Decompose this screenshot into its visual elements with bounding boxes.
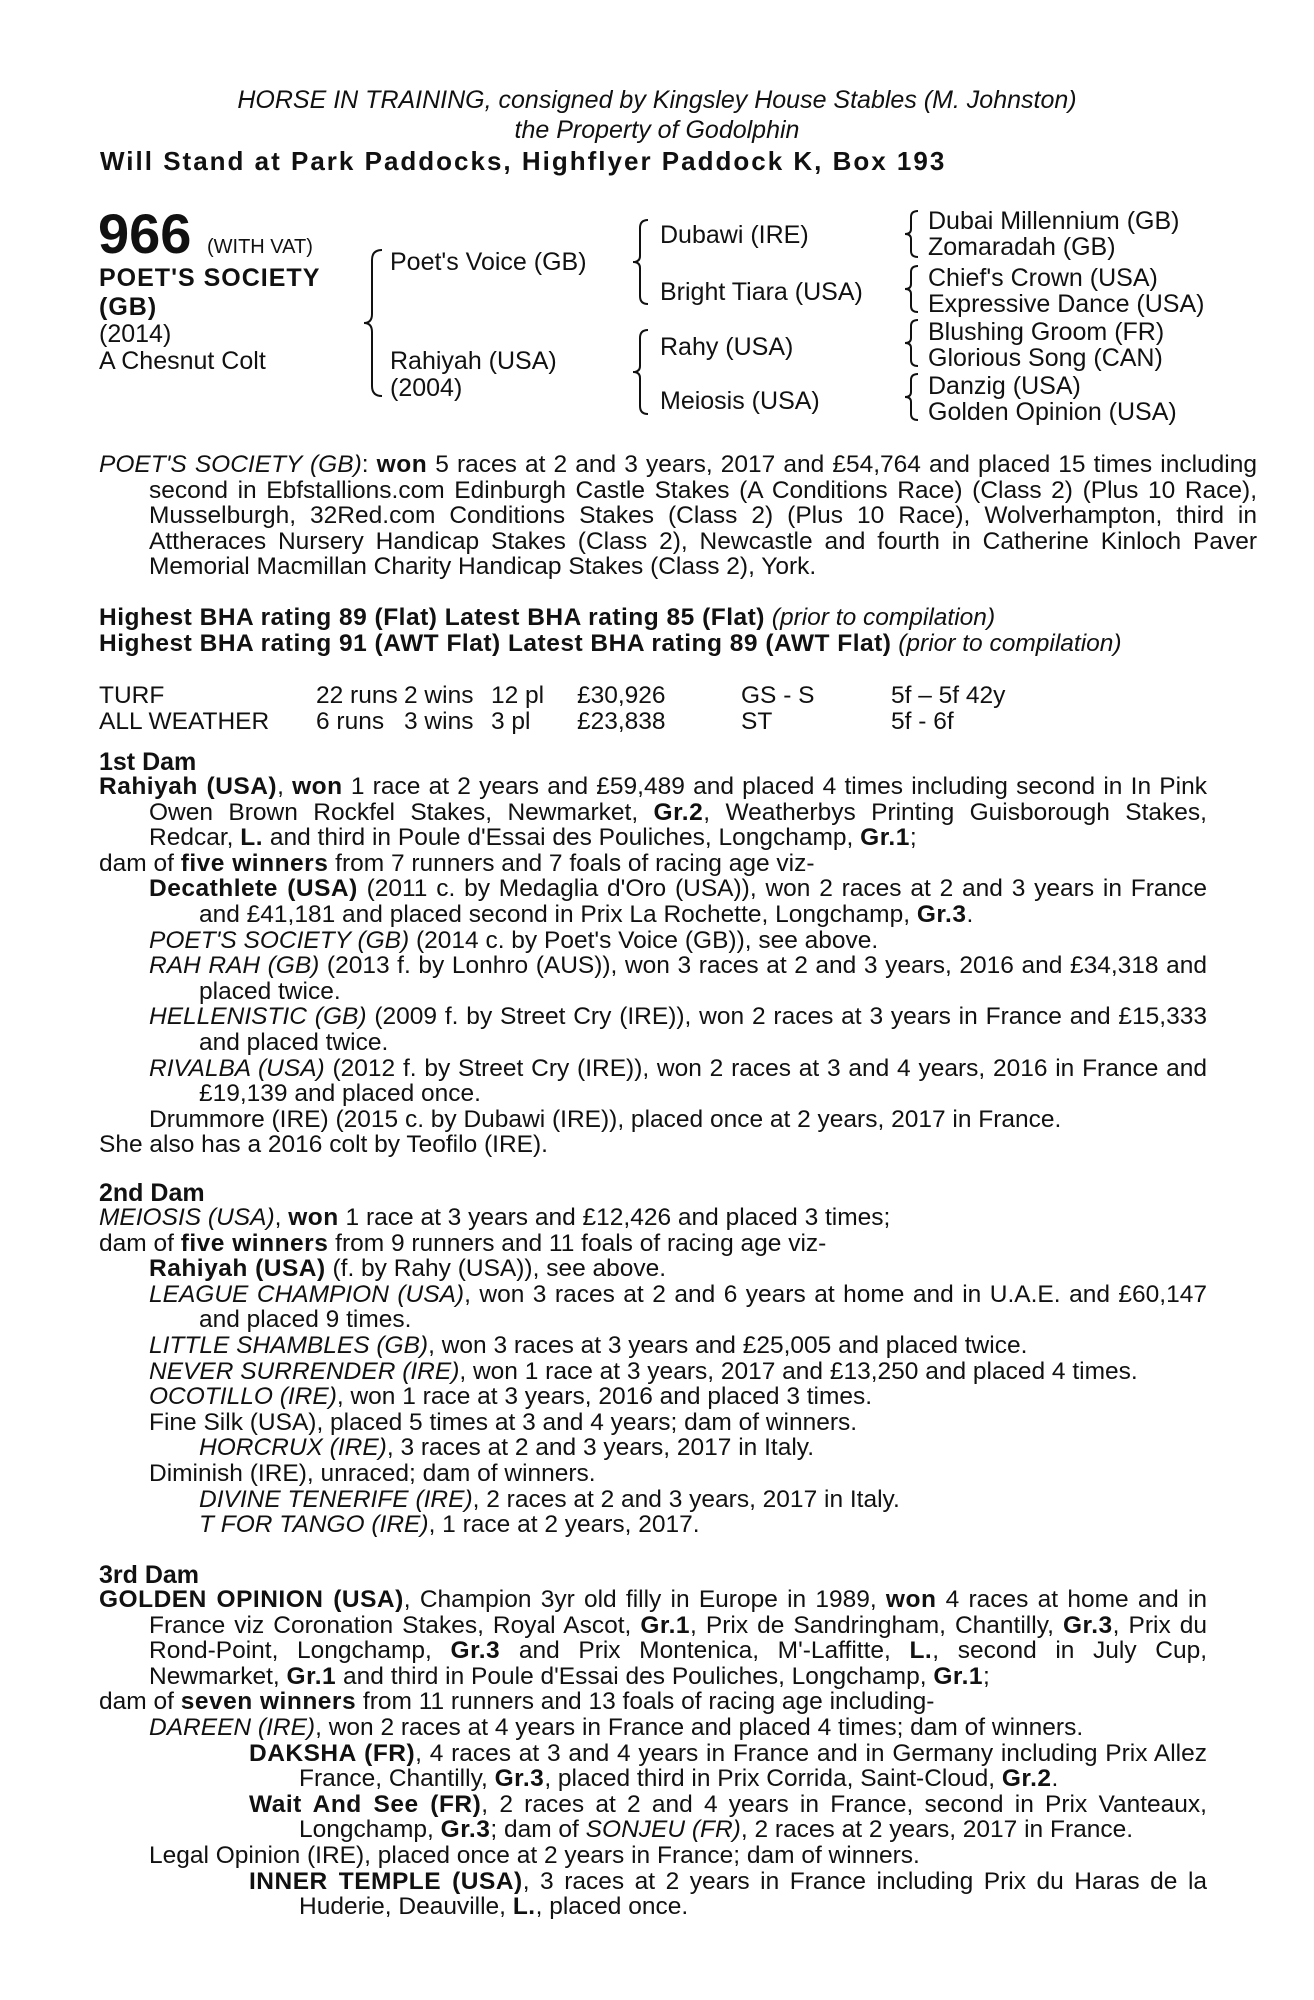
dam2-produce-7b [99,1512,1207,1538]
dam2-p3-name: LITTLE SHAMBLES (GB) [149,1331,429,1359]
dam3-gr3a: Gr.3 [1062,1611,1113,1639]
gen3-3: Chief's Crown (USA) [928,264,1158,292]
dam1-p1-end: . [966,900,974,928]
dam2-dam-of-bold: five winners [180,1229,329,1257]
dam2-p7a-text: , 2 races at 2 and 3 years, 2017 in Italy. [472,1485,900,1513]
gen3-8: Golden Opinion (USA) [928,398,1177,426]
dam3-text-b: 4 races at home and in France viz Coronation Stakes, Royal Ascot, [149,1586,1208,1639]
dam3-section [99,1587,1207,1920]
dam2-p7a-name: DIVINE TENERIFE (IRE) [199,1485,473,1513]
dam1-name: Rahiyah (USA) [99,773,278,800]
dam1-p3-text: (2013 f. by Lonhro (AUS)), won 3 races at 2 and 3 years, 2016 and £34,318 and placed twice. [199,952,1207,1005]
ratings-flat-note: (prior to compilation) [771,604,996,631]
lot-number-value: 966 [98,202,192,265]
dam1-produce-2 [99,928,1207,954]
dam2-p5-text: , won 1 race at 3 years, 2016 and placed 3 times. [336,1383,873,1411]
summary-text: 5 races at 2 and 3 years, 2017 and £54,764 and placed 15 times including second in Ebfstallions.com Edinburgh Castle Stakes (A Conditions Race) (Class 2) (Plus 10 Race), Musselburgh, 32Red.com Conditions Stakes (Class 2) (Plus 10 Race), Wolverhampton, third in Attheraces Nursery Handicap Stakes (Class 2), Newcastle and fourth in Catherine Kinloch Paver Memorial Macmillan Charity Handicap Stakes (Class 2), York. [149,451,1257,581]
dam2-p7b-name: T FOR TANGO (IRE) [199,1511,429,1539]
vat-label: (WITH VAT) [207,236,313,258]
dam2-heading: 2nd Dam [99,1179,205,1207]
dam2-produce-4 [99,1359,1207,1385]
dam3-text-e: and Prix Montenica, M'-Laffitte, [500,1637,910,1665]
dam3-p2a-text: , 3 races at 2 years in France including Prix du Haras de la Huderie, Deauville, [299,1867,1208,1921]
pedigree-brace-g2 [902,264,922,314]
dam3-text-h: ; [983,1662,990,1690]
gen3-6: Glorious Song (CAN) [928,344,1163,372]
dam2-p1-text: (f. by Rahy (USA)), see above. [325,1255,667,1283]
record-prize: £30,926 [577,682,666,709]
pedigree-brace-dam [630,328,652,416]
dam3-p1b-gr: Gr.3 [440,1816,491,1844]
dam1-produce-3 [99,953,1207,1004]
dam3-dam-of-a: dam of [99,1688,181,1716]
gen3-1: Dubai Millennium (GB) [928,207,1180,235]
dam1-gr2: Gr.2 [653,798,704,826]
race-summary: POET'S SOCIETY (GB): won 5 races at 2 and 3 years, 2017 and £54,764 and placed 15 times including second in Ebfstallions.com Edinburgh Castle Stakes (A Conditions Race) (Class 2) (Plus 10 Race), Musselburgh, 32Red.com Conditions Stakes (Class 2) (Plus 10 Race), Wolverhampton, third in Attheraces Nursery Handicap Stakes (Class 2), Newcastle and fourth in Catherine Kinloch Paver Memorial Macmillan Charity Handicap Stakes (Class 2), York. [99,451,1257,581]
gen3-7: Danzig (USA) [928,372,1081,400]
dam2-produce-5 [99,1384,1207,1410]
dam1-gr1: Gr.1 [860,824,910,852]
record-runs: 22 runs [316,682,398,709]
dam-dam: Meiosis (USA) [660,387,820,415]
dam1-text-d: ; [909,824,917,852]
dam2-text: 1 race at 3 years and £12,426 and placed 3 times; [338,1204,891,1231]
record-wins: 3 wins [404,708,474,735]
dam1-text-a: 1 race at 2 years and £59,489 and placed 4 times including second in In Pink Owen Brown Rockfel Stakes, Newmarket, [149,773,1207,826]
record-surface: ALL WEATHER [99,708,270,735]
horse-name-line2: (GB) [99,293,158,321]
dam3-name: GOLDEN OPINION (USA) [99,1586,404,1613]
dam1-p1-gr: Gr.3 [916,900,967,928]
dam2-p3-text: , won 3 races at 3 years and £25,005 and placed twice. [428,1331,1028,1359]
dam1-won: won [292,773,343,800]
dam3-p1-name: DAREEN (IRE) [149,1713,316,1741]
dam3-p1a-name: DAKSHA (FR) [249,1739,416,1767]
gen3-2: Zomaradah (GB) [928,233,1116,261]
dam3-produce-2: Legal Opinion (IRE), placed once at 2 years in France; dam of winners. [149,1841,920,1869]
dam2-produce-6: Fine Silk (USA), placed 5 times at 3 and 4 years; dam of winners. [149,1408,858,1436]
sire-name: Poet's Voice (GB) [390,248,587,276]
dam3-dam-of-b: from 11 runners and 13 foals of racing age including- [356,1688,935,1716]
record-going: ST [741,708,773,735]
dam1-dam-of-bold: five winners [180,849,329,877]
dam3-p2a-end: , placed once. [535,1893,689,1921]
record-row-all-weather [99,709,1209,735]
record-placed: 12 pl [491,682,545,709]
dam3-produce-1b [99,1792,1207,1843]
dam1-dam-of [99,851,1207,877]
dam1-p1-text: (2011 c. by Medaglia d'Oro (USA)), won 2 races at 2 and 3 years in France and £41,181 and placed second in Prix La Rochette, Longchamp, [199,875,1208,928]
gen3-5: Blushing Groom (FR) [928,318,1165,346]
summary-won: won [376,451,428,478]
dam2-dam-of-b: from 9 runners and 11 foals of racing age viz- [328,1229,827,1257]
ratings-awt-bold: Highest BHA rating 91 (AWT Flat) Latest BHA rating 89 (AWT Flat) [99,630,892,657]
dam2-produce-1 [99,1256,1207,1282]
race-record-table [99,683,1209,735]
record-wins: 2 wins [404,682,474,709]
property-line: the Property of Godolphin [514,116,800,144]
dam2-p2-name: LEAGUE CHAMPION (USA) [149,1280,465,1308]
horse-description: A Chesnut Colt [99,347,266,375]
dam3-p1a-end: . [1051,1765,1059,1793]
dam2-produce-3 [99,1333,1207,1359]
dam3-text-c: , Prix de Sandringham, Chantilly, [690,1611,1063,1639]
dam1-dam-of-b: from 7 runners and 7 foals of racing age viz- [328,849,815,877]
dam2-p4-text: , won 1 race at 3 years, 2017 and £13,250 and placed 4 times. [459,1357,1138,1385]
dam3-text-a: , Champion 3yr old filly in Europe in 1989, [403,1586,886,1613]
dam-sire: Rahy (USA) [660,333,794,361]
dam3-gr1b: Gr.1 [286,1662,337,1690]
dam3-heading: 3rd Dam [99,1561,200,1589]
ratings-awt-note: (prior to compilation) [898,630,1122,657]
record-going: GS - S [741,682,815,709]
dam2-p1-name: Rahiyah (USA) [149,1255,326,1283]
dam3-listed: L. [909,1637,933,1665]
dam3-p1b-text2: ; dam of [490,1816,586,1844]
dam2-section [99,1205,1207,1538]
foaling-year: (2014) [99,320,172,348]
dam2-name: MEIOSIS (USA) [99,1204,275,1231]
horse-name [99,264,359,322]
dam3-p1a-gr: Gr.3 [494,1765,545,1793]
dam2-dam-of [99,1231,1207,1257]
dam3-p1b-text3: , 2 races at 2 years, 2017 in France. [740,1816,1134,1844]
dam3-p1a-text2: , placed third in Prix Corrida, Saint-Cloud, [544,1765,1002,1793]
pedigree-brace-g4 [902,372,922,422]
dam1-produce-4 [99,1004,1207,1055]
record-row-turf [99,683,1209,709]
dam3-text-g: and third in Poule d'Essai des Pouliches, Longchamp, [336,1662,934,1690]
dam1-p5-text: (2012 f. by Street Cry (IRE)), won 2 races at 3 and 4 years, 2016 in France and £19,139 and placed once. [199,1054,1208,1108]
pedigree-brace-g3 [902,318,922,368]
dam3-p2a-name: INNER TEMPLE (USA) [249,1867,523,1895]
dam3-p1b-name: Wait And See (FR) [249,1790,482,1818]
dam2-won: won [288,1204,339,1231]
sire-dam: Bright Tiara (USA) [660,278,863,306]
consignor-line: HORSE IN TRAINING, consigned by Kingsley House Stables (M. Johnston) [237,86,1077,114]
dam3-gr3b: Gr.3 [450,1637,501,1665]
dam1-p3-name: RAH RAH (GB) [149,952,320,980]
dam3-text-d: , Prix du Rond-Point, Longchamp, [149,1611,1207,1665]
dam1-record: Rahiyah (USA), won 1 race at 2 years and £59,489 and placed 4 times including second in In Pink Owen Brown Rockfel Stakes, Newmarket, Gr.2, Weatherbys Printing Guisborough Stakes, Redcar, L. and third in Poule d'Essai des Pouliches, Longchamp, Gr.1; [99,773,1207,852]
record-surface: TURF [99,682,165,709]
dam1-p1-name: Decathlete (USA) [149,875,358,903]
dam1-p2-text: (2014 c. by Poet's Voice (GB)), see above. [409,926,879,954]
dam3-gr1a: Gr.1 [640,1611,691,1639]
dam3-dam-of [99,1689,1207,1715]
dam1-p4-text: (2009 f. by Street Cry (IRE)), won 2 races at 3 years in France and £15,333 and placed twice. [199,1003,1207,1056]
dam1-produce-6: Drummore (IRE) (2015 c. by Dubawi (IRE)), placed once at 2 years, 2017 in France. [149,1105,1062,1133]
dam1-p5-name: RIVALBA (USA) [149,1054,325,1082]
dam2-p7b-text: , 1 race at 2 years, 2017. [428,1511,700,1539]
dam3-gr1c: Gr.1 [933,1662,984,1690]
dam2-produce-7a [99,1487,1207,1513]
dam3-p1b-text: , 2 races at 2 and 4 years in France, second in Prix Vanteaux, Longchamp, [299,1790,1207,1844]
dam2-produce-7: Diminish (IRE), unraced; dam of winners. [149,1459,596,1487]
dam1-dam-of-a: dam of [99,849,181,877]
dam3-p2a-listed: L. [512,1893,536,1921]
dam3-produce-2a [99,1869,1207,1920]
dam1-p2-name: POET'S SOCIETY (GB) [149,926,410,954]
dam2-dam-of-a: dam of [99,1229,181,1257]
record-runs: 6 runs [316,708,385,735]
dam3-won: won [885,1586,937,1613]
ratings-flat [99,605,1257,631]
sire-sire: Dubawi (IRE) [660,221,809,249]
dam3-text-f: , second in July Cup, Newmarket, [149,1637,1208,1690]
stand-line: Will Stand at Park Paddocks, Highflyer Paddock K, Box 193 [100,146,947,176]
dam1-produce-5 [99,1056,1207,1107]
dam3-p1a-gr2: Gr.2 [1001,1765,1052,1793]
dam3-produce-1 [99,1715,1207,1741]
ratings-awt [99,631,1257,657]
pedigree-brace-main [362,248,388,398]
dam2-p4-name: NEVER SURRENDER (IRE) [149,1357,460,1385]
dam3-p1b-name2: SONJEU (FR) [585,1816,741,1844]
pedigree-brace-g1 [902,209,922,259]
dam1-section [99,774,1207,1158]
dam1-p4-name: HELLENISTIC (GB) [149,1003,367,1031]
dam1-listed: L. [240,824,264,852]
pedigree-brace-sire [630,218,652,306]
dam3-dam-of-bold: seven winners [180,1688,357,1716]
dam2-p6a-name: HORCRUX (IRE) [199,1434,387,1462]
gen3-4: Expressive Dance (USA) [928,290,1205,318]
dam1-produce-1 [99,876,1207,927]
dam3-p1a-text: , 4 races at 3 and 4 years in France and in Germany including Prix Allez France, Chantilly, [299,1739,1207,1793]
record-prize: £23,838 [577,708,666,735]
dam3-record [99,1587,1207,1689]
record-placed: 3 pl [491,708,531,735]
dam2-record: MEIOSIS (USA), won 1 race at 3 years and £12,426 and placed 3 times; [99,1204,891,1231]
record-distance: 5f - 6f [891,708,954,735]
dam-name: Rahiyah (USA) [390,347,557,375]
horse-name-line1: POET'S SOCIETY [99,264,321,292]
dam2-p6a-text: , 3 races at 2 and 3 years, 2017 in Italy. [386,1434,815,1462]
summary-horse-name: POET'S SOCIETY (GB) [99,451,362,478]
dam2-p2-text: , won 3 races at 2 and 6 years at home and in U.A.E. and £60,147 and placed 9 times. [199,1280,1207,1334]
dam1-text-c: and third in Poule d'Essai des Pouliches, Longchamp, [263,824,861,852]
dam2-produce-6a [99,1435,1207,1461]
dam-year: (2004) [390,374,463,402]
dam2-p5-name: OCOTILLO (IRE) [149,1383,337,1411]
record-distance: 5f – 5f 42y [891,682,1006,709]
dam3-p1-text: , won 2 races at 4 years in France and placed 4 times; dam of winners. [315,1713,1084,1741]
dam1-heading: 1st Dam [99,748,197,776]
dam2-produce-2 [99,1282,1207,1333]
dam1-text-b: , Weatherbys Printing Guisborough Stakes, Redcar, [149,798,1207,852]
ratings-flat-bold: Highest BHA rating 89 (Flat) Latest BHA rating 85 (Flat) [99,604,765,631]
dam1-also: She also has a 2016 colt by Teofilo (IRE). [99,1131,548,1159]
dam3-produce-1a [99,1741,1207,1792]
